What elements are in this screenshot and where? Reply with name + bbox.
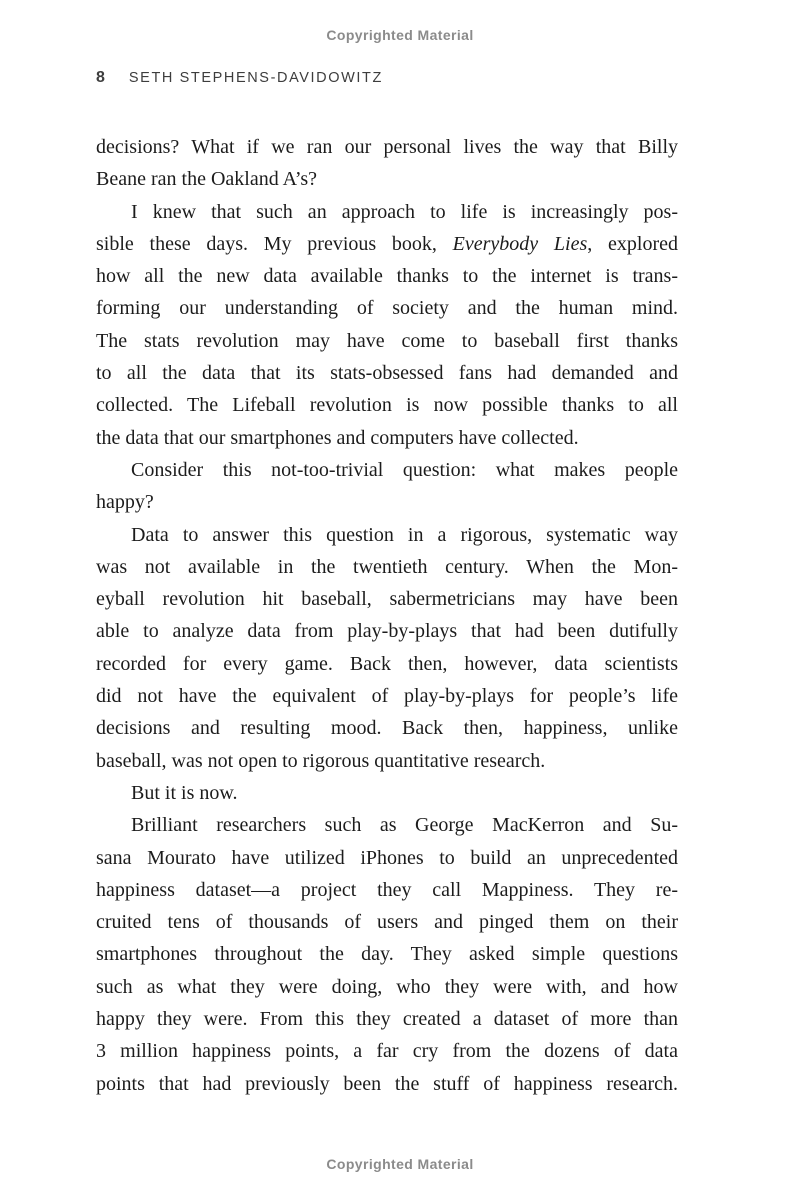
text-line xyxy=(96,1068,678,1100)
text-line xyxy=(96,454,678,486)
text-line xyxy=(96,486,678,518)
text-line xyxy=(96,131,678,163)
text-line xyxy=(96,163,678,195)
text-segment: , explored xyxy=(587,232,678,255)
text-line xyxy=(96,615,678,647)
text-segment: happy? xyxy=(96,491,154,514)
text-line xyxy=(96,648,678,680)
text-line xyxy=(96,1035,678,1067)
text-line xyxy=(96,842,678,874)
text-segment: But it is now. xyxy=(131,781,238,804)
text-segment: 3 million happiness points, a far cry from the dozens of data xyxy=(96,1040,678,1063)
text-line xyxy=(96,1003,678,1035)
text-segment: I knew that such an approach to life is increasingly pos- xyxy=(131,200,678,223)
text-segment: Data to answer this question in a rigorous, systematic way xyxy=(131,523,678,546)
text-line xyxy=(96,583,678,615)
text-segment: such as what they were doing, who they were with, and how xyxy=(96,975,678,998)
text-line xyxy=(96,938,678,970)
text-line xyxy=(96,389,678,421)
copyright-notice-bottom: Copyrighted Material xyxy=(326,1156,474,1172)
running-head: SETH STEPHENS-DAVIDOWITZ xyxy=(128,70,383,86)
text-segment: The stats revolution may have come to baseball first thanks xyxy=(96,329,678,352)
text-segment: decisions? What if we ran our personal lives the way that Billy xyxy=(96,136,678,158)
text-segment: was not available in the twentieth century. When the Mon- xyxy=(96,555,678,578)
body-text xyxy=(96,131,678,1100)
book-title-italic: Everybody Lies xyxy=(452,232,588,255)
text-segment: smartphones throughout the day. They asked simple questions xyxy=(96,943,678,966)
text-segment: sana Mourato have utilized iPhones to build an unprecedented xyxy=(96,846,678,869)
text-line xyxy=(96,196,678,228)
text-segment: Beane ran the Oakland A’s? xyxy=(96,168,318,191)
text-line xyxy=(96,712,678,744)
text-segment: eyball revolution hit baseball, sabermetricians may have been xyxy=(96,588,678,611)
text-segment: Brilliant researchers such as George MacKerron and Su- xyxy=(131,814,678,837)
text-line xyxy=(96,906,678,938)
text-segment: baseball, was not open to rigorous quantitative research. xyxy=(96,749,546,772)
text-segment: to all the data that its stats-obsessed fans had demanded and xyxy=(96,362,678,385)
text-segment: cruited tens of thousands of users and pinged them on their xyxy=(96,911,678,934)
page-number: 8 xyxy=(96,69,105,86)
text-segment: able to analyze data from play-by-plays that had been dutifully xyxy=(96,620,678,643)
text-segment: collected. The Lifeball revolution is now possible thanks to all xyxy=(96,394,678,417)
text-segment: decisions and resulting mood. Back then, happiness, unlike xyxy=(96,717,678,740)
text-line xyxy=(96,292,678,324)
text-line xyxy=(96,874,678,906)
text-segment: forming our understanding of society and the human mind. xyxy=(96,297,678,320)
text-segment: recorded for every game. Back then, however, data scientists xyxy=(96,652,678,675)
text-line xyxy=(96,809,678,841)
text-line xyxy=(96,260,678,292)
text-line xyxy=(96,680,678,712)
text-line xyxy=(96,551,678,583)
text-segment: points that had previously been the stuff of happiness research. xyxy=(96,1072,678,1095)
text-line xyxy=(96,422,678,454)
text-segment: happy they were. From this they created a dataset of more than xyxy=(96,1008,678,1031)
text-line xyxy=(96,745,678,777)
text-line xyxy=(96,971,678,1003)
text-line xyxy=(96,325,678,357)
text-segment: sible these days. My previous book, xyxy=(96,232,453,255)
text-segment: happiness dataset—a project they call Mappiness. They re- xyxy=(96,878,678,901)
text-segment: did not have the equivalent of play-by-plays for people’s life xyxy=(96,685,678,708)
text-segment: how all the new data available thanks to the internet is trans- xyxy=(96,265,678,288)
text-line xyxy=(96,519,678,551)
copyright-notice-top: Copyrighted Material xyxy=(326,27,474,43)
text-segment: Consider this not-too-trivial question: what makes people xyxy=(131,458,678,481)
text-line xyxy=(96,228,678,260)
page-header xyxy=(96,69,676,87)
text-line xyxy=(96,357,678,389)
text-segment: the data that our smartphones and computers have collected. xyxy=(96,426,579,449)
text-line xyxy=(96,777,678,809)
